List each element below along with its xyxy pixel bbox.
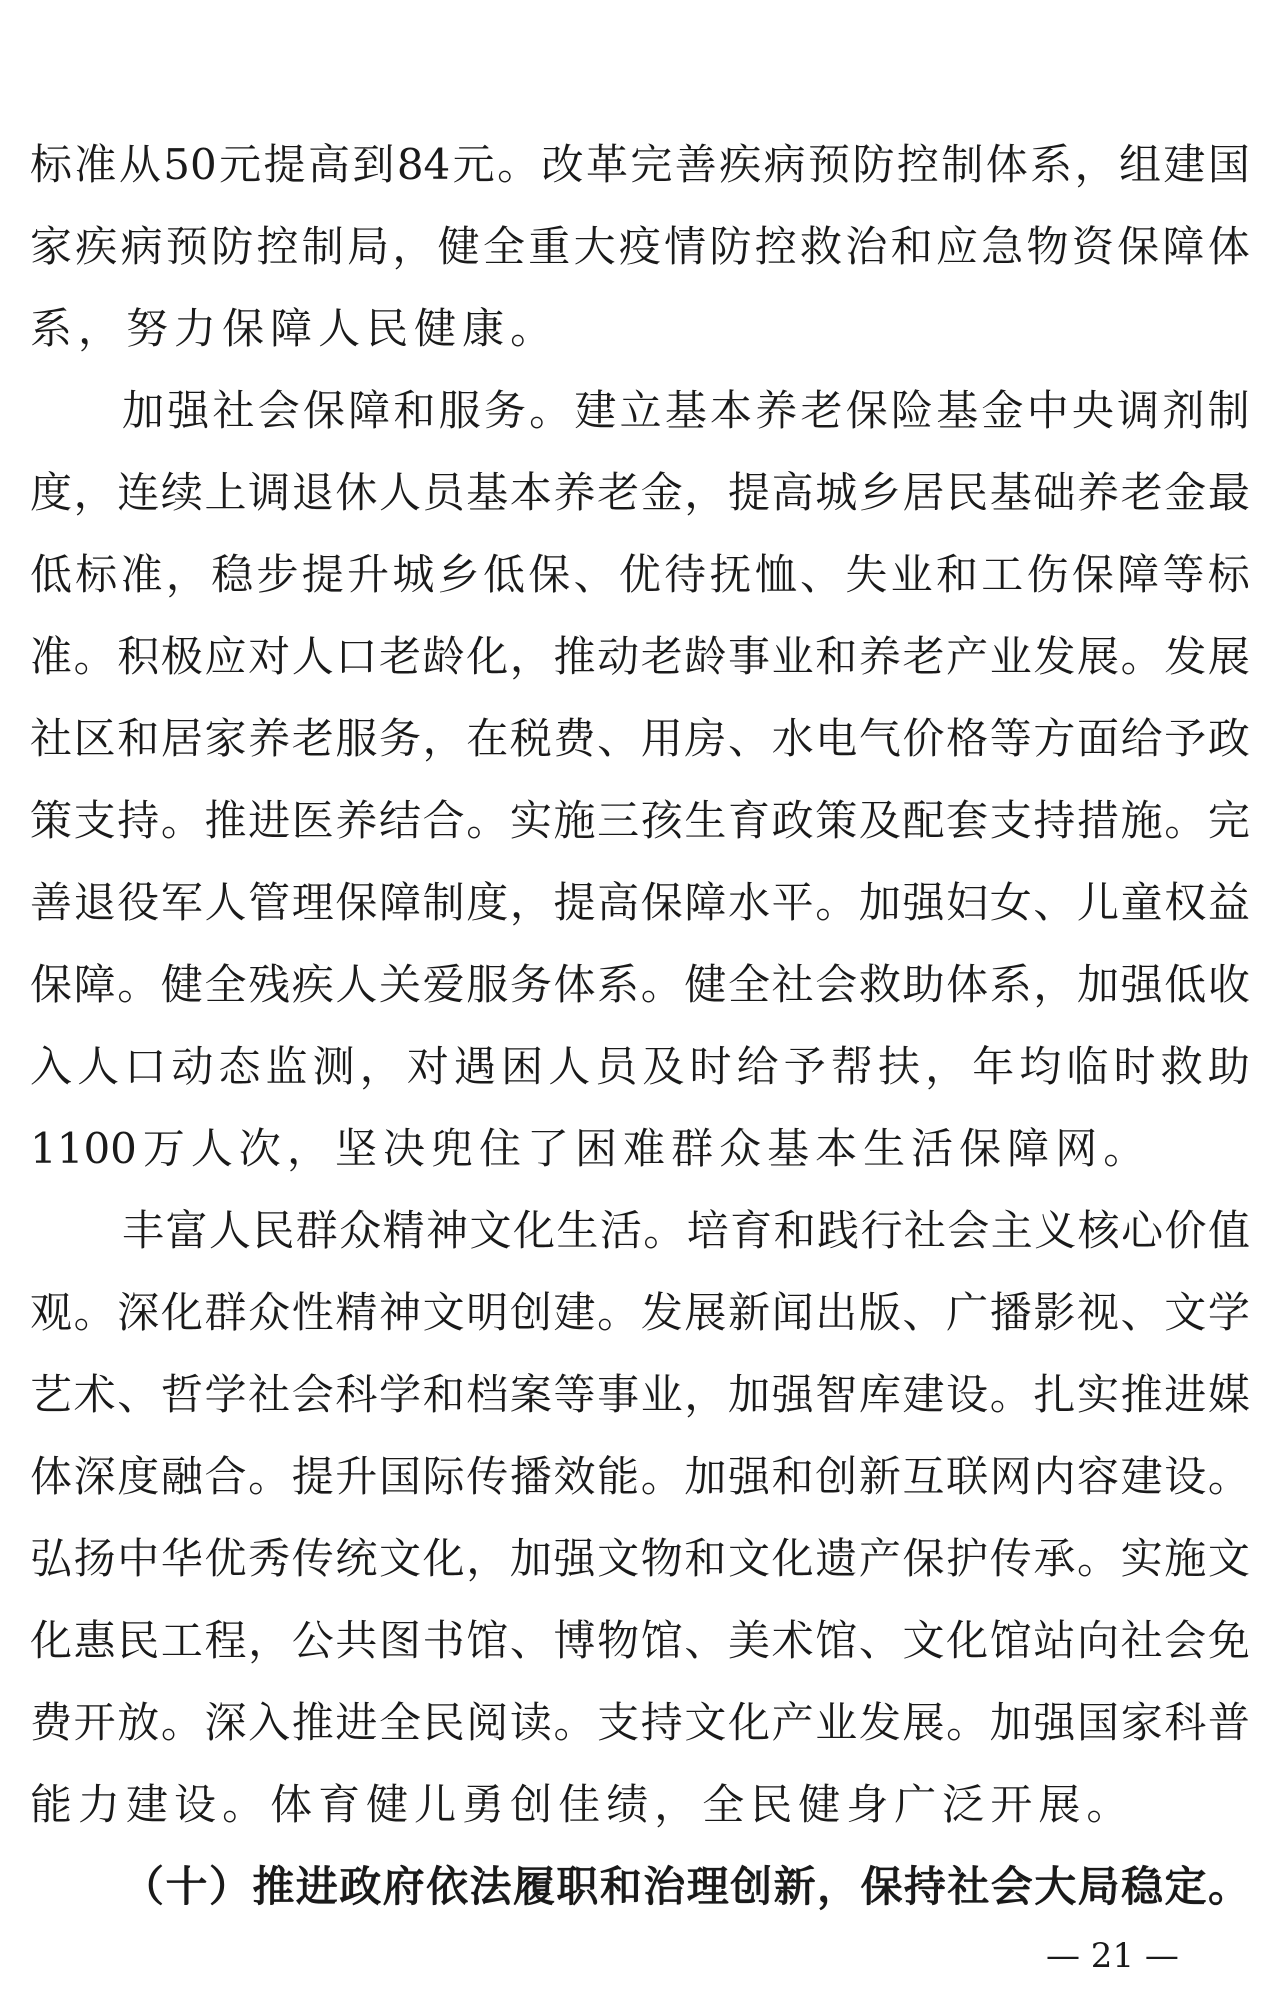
- text-line: 丰 富 人 民 群 众 精 神 文 化 生 活 。 培 育 和 践 行 社 会 主 义 核 心 价 值: [122, 1206, 1250, 1255]
- text-line: 费 开 放 。 深 入 推 进 全 民 阅 读 。 支 持 文 化 产 业 发 展 。 加 强 国 家 科 普: [30, 1698, 1250, 1747]
- text-line: 观 。 深 化 群 众 性 精 神 文 明 创 建 。 发 展 新 闻 出 版 、 广 播 影 视 、 文 学: [30, 1288, 1250, 1337]
- text-line: 弘 扬 中 华 优 秀 传 统 文 化 ， 加 强 文 物 和 文 化 遗 产 保 护 传 承 。 实 施 文: [30, 1534, 1250, 1583]
- text-line: 社 区 和 居 家 养 老 服 务 ， 在 税 费 、 用 房 、 水 电 气 价 格 等 方 面 给 予 政: [30, 714, 1250, 763]
- text-line: 标 准 从 50 元 提 高 到 84 元 。 改 革 完 善 疾 病 预 防 控 制 体 系 ， 组 建 国: [30, 140, 1250, 189]
- text-line: 体 深 度 融 合 。 提 升 国 际 传 播 效 能 。 加 强 和 创 新 互 联 网 内 容 建 设 。: [30, 1452, 1250, 1501]
- text-line: 加 强 社 会 保 障 和 服 务 。 建 立 基 本 养 老 保 险 基 金 中 央 调 剂 制: [122, 386, 1250, 435]
- text-line: 家 疾 病 预 防 控 制 局 ， 健 全 重 大 疫 情 防 控 救 治 和 应 急 物 资 保 障 体: [30, 222, 1250, 271]
- text-line: 准 。 积 极 应 对 人 口 老 龄 化 ， 推 动 老 龄 事 业 和 养 老 产 业 发 展 。 发 展: [30, 632, 1250, 681]
- text-line: 艺 术 、 哲 学 社 会 科 学 和 档 案 等 事 业 ， 加 强 智 库 建 设 。 扎 实 推 进 媒: [30, 1370, 1250, 1419]
- text-line: 度 ， 连 续 上 调 退 休 人 员 基 本 养 老 金 ， 提 高 城 乡 居 民 基 础 养 老 金 最: [30, 468, 1250, 517]
- document-body: [30, 124, 1250, 1928]
- text-line: 策 支 持 。 推 进 医 养 结 合 。 实 施 三 孩 生 育 政 策 及 配 套 支 持 措 施 。 完: [30, 796, 1250, 845]
- text-line: 保 障 。 健 全 残 疾 人 关 爱 服 务 体 系 。 健 全 社 会 救 助 体 系 ， 加 强 低 收: [30, 960, 1250, 1009]
- text-line: 能 力 建 设 。 体 育 健 儿 勇 创 佳 绩 ， 全 民 健 身 广 泛 开 展 。: [30, 1780, 1129, 1829]
- text-line: 1100 万 人 次 ， 坚 决 兜 住 了 困 难 群 众 基 本 生 活 保 障 网 。: [30, 1124, 1146, 1173]
- text-line: 善 退 役 军 人 管 理 保 障 制 度 ， 提 高 保 障 水 平 。 加 强 妇 女 、 儿 童 权 益: [30, 878, 1250, 927]
- text-line: 系 ， 努 力 保 障 人 民 健 康 。: [30, 304, 553, 353]
- text-line: 低 标 准 ， 稳 步 提 升 城 乡 低 保 、 优 待 抚 恤 、 失 业 和 工 伤 保 障 等 标: [30, 550, 1250, 599]
- page-number: — 21 —: [1046, 1936, 1179, 1976]
- text-line: 化 惠 民 工 程 ， 公 共 图 书 馆 、 博 物 馆 、 美 术 馆 、 文 化 馆 站 向 社 会 免: [30, 1616, 1250, 1665]
- section-heading: （ 十 ） 推 进 政 府 依 法 履 职 和 治 理 创 新 ， 保 持 社 会 大 局 稳 定 。: [122, 1862, 1250, 1911]
- text-line: 入 人 口 动 态 监 测 ， 对 遇 困 人 员 及 时 给 予 帮 扶 ， 年 均 临 时 救 助: [30, 1042, 1250, 1091]
